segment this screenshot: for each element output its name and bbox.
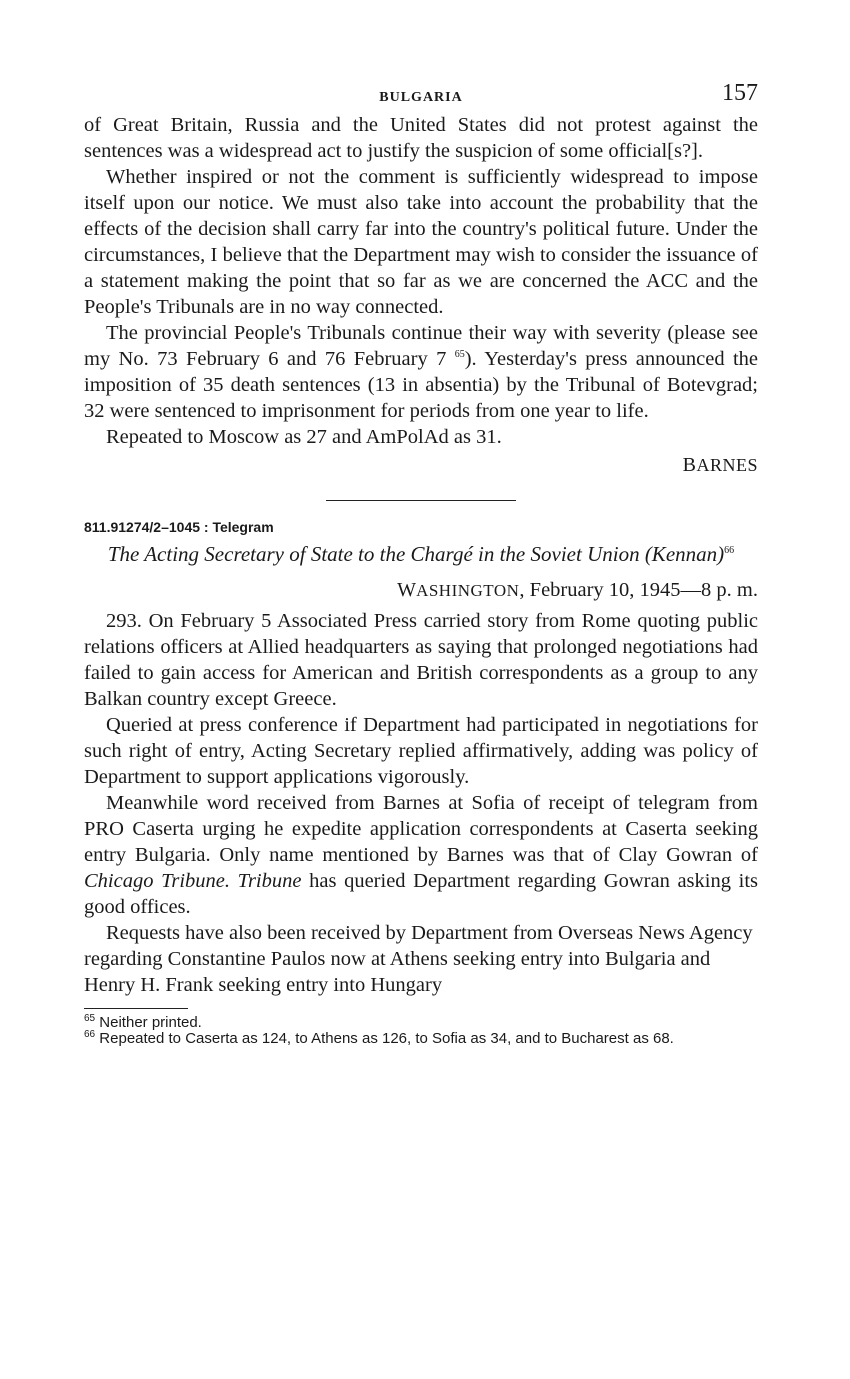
dateline-place-initial: W [397,579,417,601]
footnote-text: Repeated to Caserta as 124, to Athens as 126, to Sofia as 34, and to Bucharest as 68. [99,1030,674,1047]
footnote [84,1031,758,1047]
signature-rest: ARNES [696,455,758,475]
paragraph-text: ). Yesterday's press announced the imposition of 35 death sentences (13 in absentia) by the Tribunal of Botevgrad; 32 were sentenced to imprisonment for periods from one year to life. [84,348,758,422]
document-page [84,78,758,1047]
document-file-number: 811.91274/2–1045 : Telegram [84,519,274,535]
paragraph-text: has queried Department regarding Gowran asking its good offices. [84,870,758,918]
footnote-text: Neither printed. [99,1014,202,1031]
document-title [84,541,758,567]
footnote-reference: 66 [724,545,735,556]
footnote-divider [84,1008,188,1009]
paragraph [84,320,758,424]
paragraph: Whether inspired or not the comment is sufficiently widespread to impose itself upon our notice. We must also take into account the probability that the effects of the decision shall carry far into the country's political future. Under the circumstances, I believe that the Department may wish to consider the issuance of a statement making the point that so far as we are concerned the ACC and the People's Tribunals are in no way connected. [84,166,758,318]
running-header [84,78,758,112]
paragraph: Repeated to Moscow as 27 and AmPolAd as 31. [106,426,502,448]
footnote-mark: 65 [84,1013,96,1024]
section-divider [326,500,516,501]
document-title-text: The Acting Secretary of State to the Chargé in the Soviet Union (Kennan) [107,542,725,566]
footnote [84,1015,758,1031]
signature-initial: B [682,454,697,476]
paragraph-text: Meanwhile word received from Barnes at Sofia of receipt of telegram from PRO Caserta urging he expedite application correspondents at Caserta seeking entry Bulgaria. Only name mentioned by Barnes was that of Clay Gowran of [84,792,758,866]
publication-name: Chicago Tribune. [84,870,231,892]
dateline-place-rest: ASHINGTON [416,581,520,600]
paragraph: Requests have also been received by Department from Overseas News Agency regarding Constantine Paulos now at Athens seeking entry into Bulgaria and Henry H. Frank seeking entry into Hungary [84,922,753,996]
running-title: BULGARIA [379,90,463,105]
page-number: 157 [722,80,758,106]
paragraph: 293. On February 5 Associated Press carried story from Rome quoting public relations officers at Allied headquarters as saying that prolonged negotiations had failed to gain access for American and British correspondents as a group to any Balkan country except Greece. [84,610,758,710]
paragraph-text [230,870,238,892]
publication-name: Tribune [237,870,302,892]
paragraph: of Great Britain, Russia and the United States did not protest against the sentences was a widespread act to justify the suspicion of some official[s?]. [84,114,758,162]
paragraph: Queried at press conference if Department had participated in negotiations for such right of entry, Acting Secretary replied affirmatively, adding was policy of Department to support applications vigorously. [84,714,758,788]
signature [84,454,758,480]
paragraph-text: The provincial People's Tribunals continue their way with severity (please see my No. 73 February 6 and 76 February 7 [84,322,758,370]
dateline-date: , February 10, 1945—8 p. m. [519,579,758,601]
paragraph [84,790,758,920]
footnote-mark: 66 [84,1029,96,1040]
footnote-reference: 65 [454,349,465,361]
dateline [84,579,758,602]
